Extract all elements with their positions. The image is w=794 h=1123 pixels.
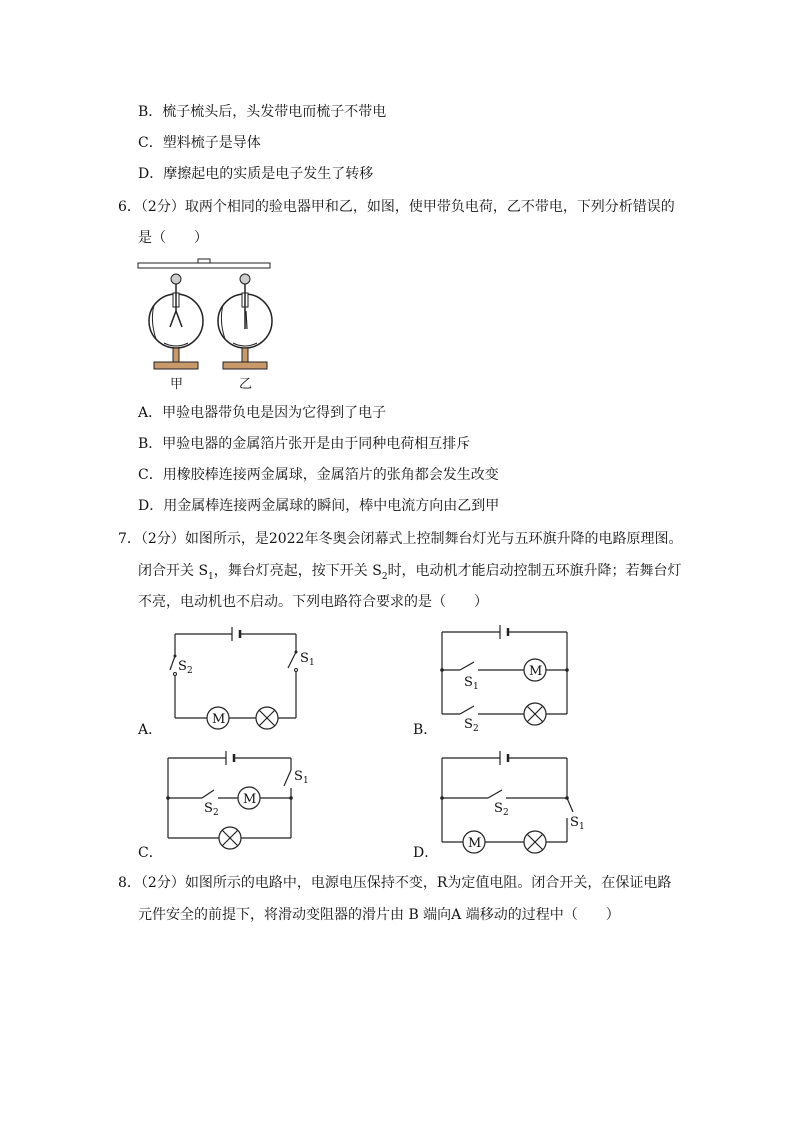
switch-s2: S: [178, 659, 187, 674]
switch-s1: S: [300, 651, 309, 666]
q5-option-d: D．摩擦起电的实质是电子发生了转移: [138, 166, 374, 182]
electroscope-yi: [218, 274, 272, 369]
motor-symbol: M: [212, 712, 226, 727]
circuit-a-label: A．: [138, 722, 163, 738]
q8-stem-line2: 元件安全的前提下，将滑动变阻器的滑片由 B 端向A 端移动的过程中（ ）: [138, 907, 620, 923]
svg-text:M: M: [468, 836, 482, 851]
q5-option-b: B．梳子梳头后，头发带电而梳子不带电: [138, 104, 387, 120]
circuit-b-label: B．: [413, 722, 438, 738]
circuit-d: [432, 748, 587, 858]
svg-text:S: S: [294, 769, 303, 784]
circuit-a: [160, 622, 315, 727]
q8-stem-line1: 8．（2分）如图所示的电路中，电源电压保持不变，R为定值电阻。闭合开关，在保证电路: [118, 875, 672, 891]
svg-text:M: M: [243, 792, 257, 807]
circuit-c: [158, 748, 313, 853]
svg-text:2: 2: [187, 666, 193, 676]
electroscope-figure: [136, 255, 276, 393]
svg-text:1: 1: [303, 776, 309, 786]
svg-text:1: 1: [309, 658, 315, 668]
q5-option-c: C．塑料梳子是导体: [138, 135, 261, 151]
electroscope-jia: [149, 274, 203, 369]
svg-text:2: 2: [503, 808, 509, 818]
svg-text:S: S: [464, 717, 473, 732]
svg-text:S: S: [464, 675, 473, 690]
svg-text:2: 2: [213, 808, 219, 818]
q7-stem-line2: 闭合开关 $S_1$，舞台灯亮起，按下开关 $S_2$时，电动机才能启动控制五环旗升降；若舞台灯: [138, 563, 682, 582]
label-jia: 甲: [170, 377, 184, 392]
circuit-c-label: C．: [138, 845, 163, 861]
svg-text:2: 2: [473, 724, 479, 734]
label-yi: 乙: [239, 377, 253, 392]
q6-option-c: C．用橡胶棒连接两金属球，金属箔片的张角都会发生改变: [138, 467, 499, 483]
circuit-b: [432, 622, 577, 732]
q6-option-d: D．用金属棒连接两金属球的瞬间，棒中电流方向由乙到甲: [138, 498, 500, 514]
svg-text:S: S: [570, 815, 579, 830]
svg-text:S: S: [204, 801, 213, 816]
q6-option-a: A．甲验电器带负电是因为它得到了电子: [138, 405, 387, 421]
svg-text:1: 1: [473, 682, 479, 692]
svg-text:M: M: [529, 664, 543, 679]
circuit-d-label: D．: [413, 845, 439, 861]
q7-stem-line1: 7．（2分）如图所示，是2022年冬奥会闭幕式上控制舞台灯光与五环旗升降的电路原理图。: [118, 531, 683, 547]
svg-text:S: S: [494, 801, 503, 816]
q6-stem-line1: 6．（2分）取两个相同的验电器甲和乙，如图，使甲带负电荷，乙不带电，下列分析错误的: [118, 199, 675, 215]
q6-stem-line2: 是（ ）: [138, 230, 208, 246]
svg-text:1: 1: [579, 822, 585, 832]
q6-option-b: B．甲验电器的金属箔片张开是由于同种电荷相互排斥: [138, 436, 471, 452]
q7-stem-line3: 不亮，电动机也不启动。下列电路符合要求的是（ ）: [138, 594, 488, 610]
